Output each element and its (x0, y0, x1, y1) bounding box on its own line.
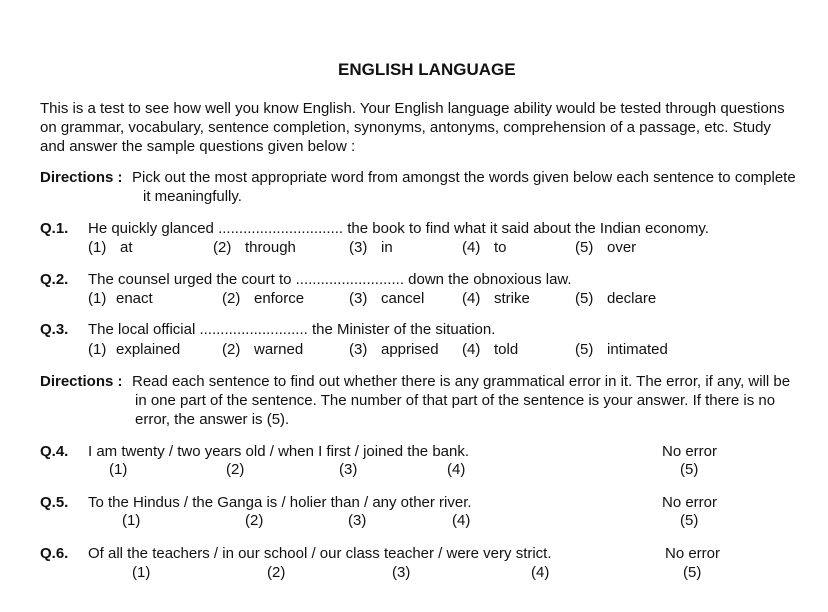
option-text: to (494, 239, 507, 256)
question-text: To the Hindus / the Ganga is / holier than / any other river. (88, 494, 472, 511)
option-number: (2) (222, 341, 241, 358)
question-number: Q.3. (40, 321, 69, 338)
option-text: through (245, 239, 296, 256)
question-text: He quickly glanced .............................. the book to find what it said about the Indian economy. (88, 220, 709, 237)
no-error-label: No error (662, 494, 718, 511)
part-1-label[interactable]: (1) (109, 461, 128, 478)
option-text: in (381, 239, 393, 256)
option-number: (1) (88, 290, 107, 307)
no-error-label: No error (662, 443, 718, 460)
option-text: apprised (381, 341, 439, 358)
part-4-label[interactable]: (4) (452, 512, 471, 529)
directions-text: it meaningfully. (143, 188, 242, 205)
option-number: (5) (575, 239, 594, 256)
option-number: (3) (349, 239, 368, 256)
question-number: Q.2. (40, 271, 69, 288)
question-text: The counsel urged the court to .......................... down the obnoxious law. (88, 271, 572, 288)
option-number: (1) (88, 239, 107, 256)
option-text: at (120, 239, 133, 256)
intro-line: and answer the sample questions given below : (40, 138, 356, 155)
part-4-label[interactable]: (4) (447, 461, 466, 478)
directions-text: Read each sentence to find out whether there is any grammatical error in it. The error, if any, will be (132, 373, 791, 390)
part-2-label[interactable]: (2) (245, 512, 264, 529)
intro-line: on grammar, vocabulary, sentence completion, synonyms, antonyms, comprehension of a passage, etc. Study (40, 119, 771, 136)
question-number: Q.5. (40, 494, 69, 511)
question-number: Q.6. (40, 545, 69, 562)
part-1-label[interactable]: (1) (122, 512, 141, 529)
option-number: (3) (349, 290, 368, 307)
part-3-label[interactable]: (3) (392, 564, 411, 581)
option-number: (4) (462, 239, 481, 256)
directions-text: Pick out the most appropriate word from amongst the words given below each sentence to complete (132, 169, 796, 186)
question-text: I am twenty / two years old / when I first / joined the bank. (88, 443, 470, 460)
part-2-label[interactable]: (2) (267, 564, 286, 581)
option-text: cancel (381, 290, 425, 307)
option-text: intimated (607, 341, 668, 358)
option-number: (2) (213, 239, 232, 256)
option-number: (4) (462, 341, 481, 358)
part-3-label[interactable]: (3) (339, 461, 358, 478)
part-2-label[interactable]: (2) (226, 461, 245, 478)
question-text: The local official .......................... the Minister of the situation. (88, 321, 496, 338)
question-text: Of all the teachers / in our school / our class teacher / were very strict. (88, 545, 552, 562)
part-5-label[interactable]: (5) (683, 564, 702, 581)
page-title: ENGLISH LANGUAGE (338, 60, 516, 79)
option-text: told (494, 341, 519, 358)
part-3-label[interactable]: (3) (348, 512, 367, 529)
option-number: (5) (575, 341, 594, 358)
part-4-label[interactable]: (4) (531, 564, 550, 581)
no-error-label: No error (665, 545, 721, 562)
intro-line: This is a test to see how well you know English. Your English language ability would be tested through questions (40, 100, 785, 117)
option-number: (3) (349, 341, 368, 358)
option-text: enact (116, 290, 153, 307)
option-number: (4) (462, 290, 481, 307)
option-number: (2) (222, 290, 241, 307)
option-text: declare (607, 290, 657, 307)
directions-text: error, the answer is (5). (135, 411, 290, 428)
option-text: warned (254, 341, 304, 358)
option-text: enforce (254, 290, 305, 307)
question-number: Q.4. (40, 443, 69, 460)
question-number: Q.1. (40, 220, 69, 237)
option-text: over (607, 239, 637, 256)
part-5-label[interactable]: (5) (680, 512, 699, 529)
directions-label: Directions : (40, 373, 123, 390)
part-1-label[interactable]: (1) (132, 564, 151, 581)
directions-label: Directions : (40, 169, 123, 186)
directions-text: in one part of the sentence. The number of that part of the sentence is your answer. If there is no (135, 392, 776, 409)
part-5-label[interactable]: (5) (680, 461, 699, 478)
option-number: (5) (575, 290, 594, 307)
option-number: (1) (88, 341, 107, 358)
option-text: strike (494, 290, 530, 307)
option-text: explained (116, 341, 181, 358)
